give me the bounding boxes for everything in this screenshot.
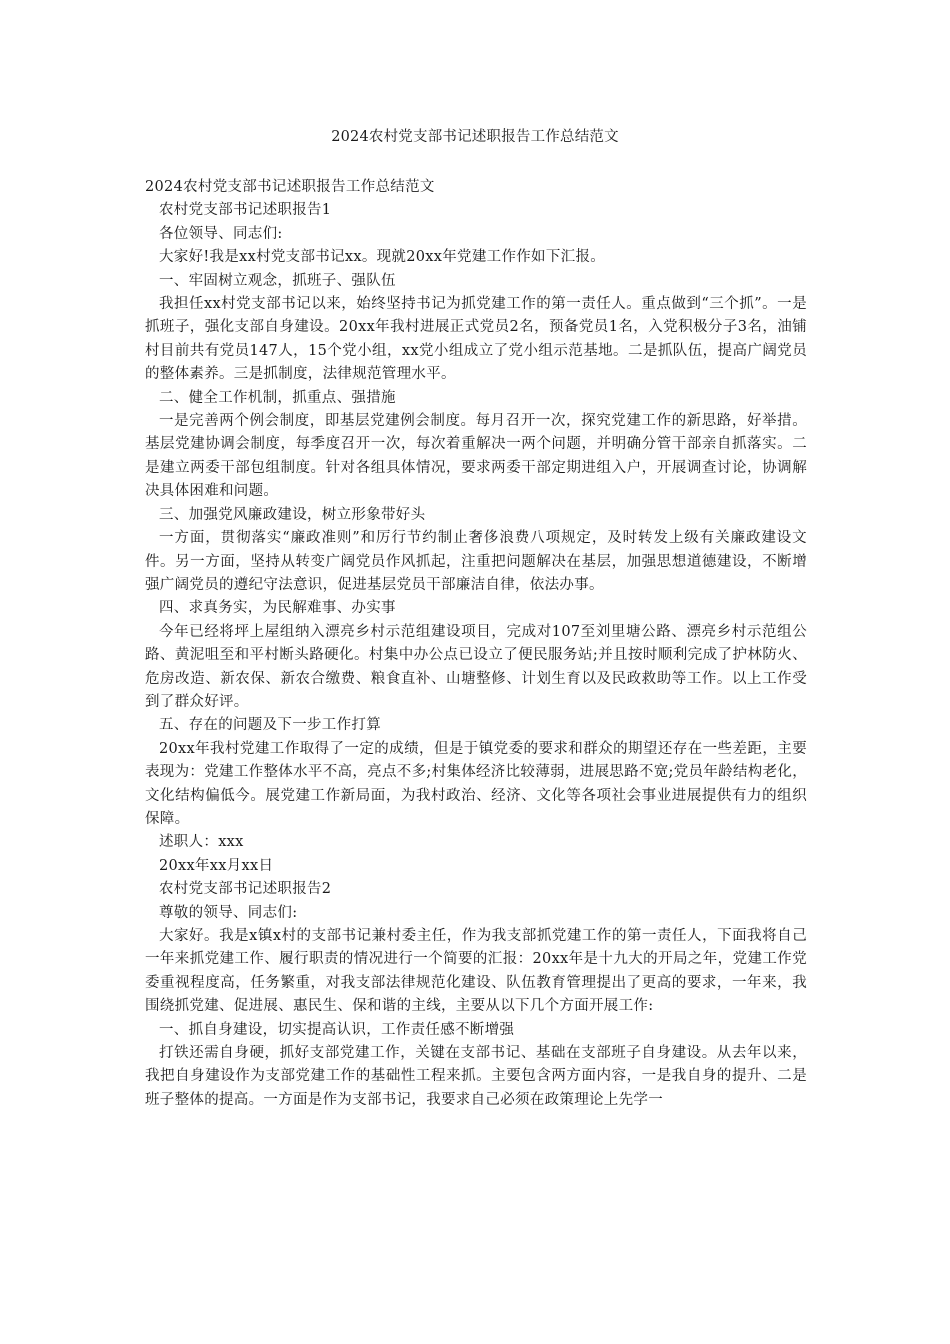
paragraph: 一方面，贯彻落实“廉政准则”和厉行节约制止奢侈浪费八项规定，及时转发上级有关廉政建设文件。另一方面，坚持从转变广阔党员作风抓起，注重把问题解决在基层，加强思想道德建设，不断增强广阔党员的遵纪守法意识，促进基层党员干部廉洁自律，依法办事。 [145,530,807,593]
paragraph: 我担任xx村党支部书记以来，始终坚持书记为抓党建工作的第一责任人。重点做到“三个抓”。一是抓班子，强化支部自身建设。20xx年我村进展正式党员2名，预备党员1名，入党积极分子3名，油铺村目前共有党员147人，15个党小组，xx党小组成立了党小组示范基地。二是抓队伍，提高广阔党员的整体素养。三是抓制度，法律规范管理水平。 [145,296,807,383]
report-2-title: 农村党支部书记述职报告2 [159,881,332,898]
paragraph: 一是完善两个例会制度，即基层党建例会制度。每月召开一次，探究党建工作的新思路，好举措。基层党建协调会制度，每季度召开一次，每次着重解决一两个问题，并明确分管干部亲自抓落实。二是建立两委干部包组制度。针对各组具体情况，要求两委干部定期进组入户，开展调查讨论，协调解决具体困难和问题。 [145,413,807,500]
document-body [145,176,807,1112]
report-1-title: 农村党支部书记述职报告1 [159,202,332,219]
salutation: 尊敬的领导、同志们: [159,904,298,921]
section-heading: 四、求真务实，为民解难事、办实事 [159,600,396,617]
signature: 述职人：xxx [159,834,244,851]
section-heading: 五、存在的问题及下一步工作打算 [159,717,381,734]
paragraph: 打铁还需自身硬，抓好支部党建工作，关键在支部书记、基础在支部班子自身建设。从去年以来，我把自身建设作为支部党建工作的基础性工程来抓。主要包含两方面内容，一是我自身的提升、二是班子整体的提高。一方面是作为支部书记，我要求自己必须在政策理论上先学一 [145,1045,807,1108]
salutation: 各位领导、同志们: [159,225,283,242]
paragraph: 大家好!我是xx村党支部书记xx。现就20xx年党建工作作如下汇报。 [159,249,606,266]
date: 20xx年xx月xx日 [159,857,274,874]
section-heading: 一、牢固树立观念，抓班子、强队伍 [159,272,396,289]
body-heading: 2024农村党支部书记述职报告工作总结范文 [145,179,435,195]
section-heading: 一、抓自身建设，切实提高认识，工作责任感不断增强 [159,1021,515,1038]
section-heading: 三、加强党风廉政建设，树立形象带好头 [159,506,426,523]
paragraph: 今年已经将坪上屋组纳入漂亮乡村示范组建设项目，完成对107至刘里塘公路、漂亮乡村示范组公路、黄泥咀至和平村断头路硬化。村集中办公点已设立了便民服务站;并且按时顺利完成了护林防火、危房改造、新农保、新农合缴费、粮食直补、山塘整修、计划生育以及民政救助等工作。以上工作受到了群众好评。 [145,623,807,710]
paragraph: 20xx年我村党建工作取得了一定的成绩，但是于镇党委的要求和群众的期望还存在一些差距，主要表现为：党建工作整体水平不高，亮点不多;村集体经济比较薄弱，进展思路不宽;党员年龄结构老化，文化结构偏低今。展党建工作新局面，为我村政治、经济、文化等各项社会事业进展提供有力的组织保障。 [145,740,807,827]
document-title: 2024农村党支部书记述职报告工作总结范文 [331,129,619,145]
section-heading: 二、健全工作机制，抓重点、强措施 [159,389,396,406]
paragraph: 大家好。我是x镇x村的支部书记兼村委主任，作为我支部抓党建工作的第一责任人，下面我将自己一年来抓党建工作、履行职责的情况进行一个简要的汇报：20xx年是十九大的开局之年，党建工作党委重视程度高，任务繁重，对我支部法律规范化建设、队伍教育管理提出了更高的要求，一年来，我围绕抓党建、促进展、惠民生、保和谐的主线，主要从以下几个方面开展工作: [145,928,807,1015]
